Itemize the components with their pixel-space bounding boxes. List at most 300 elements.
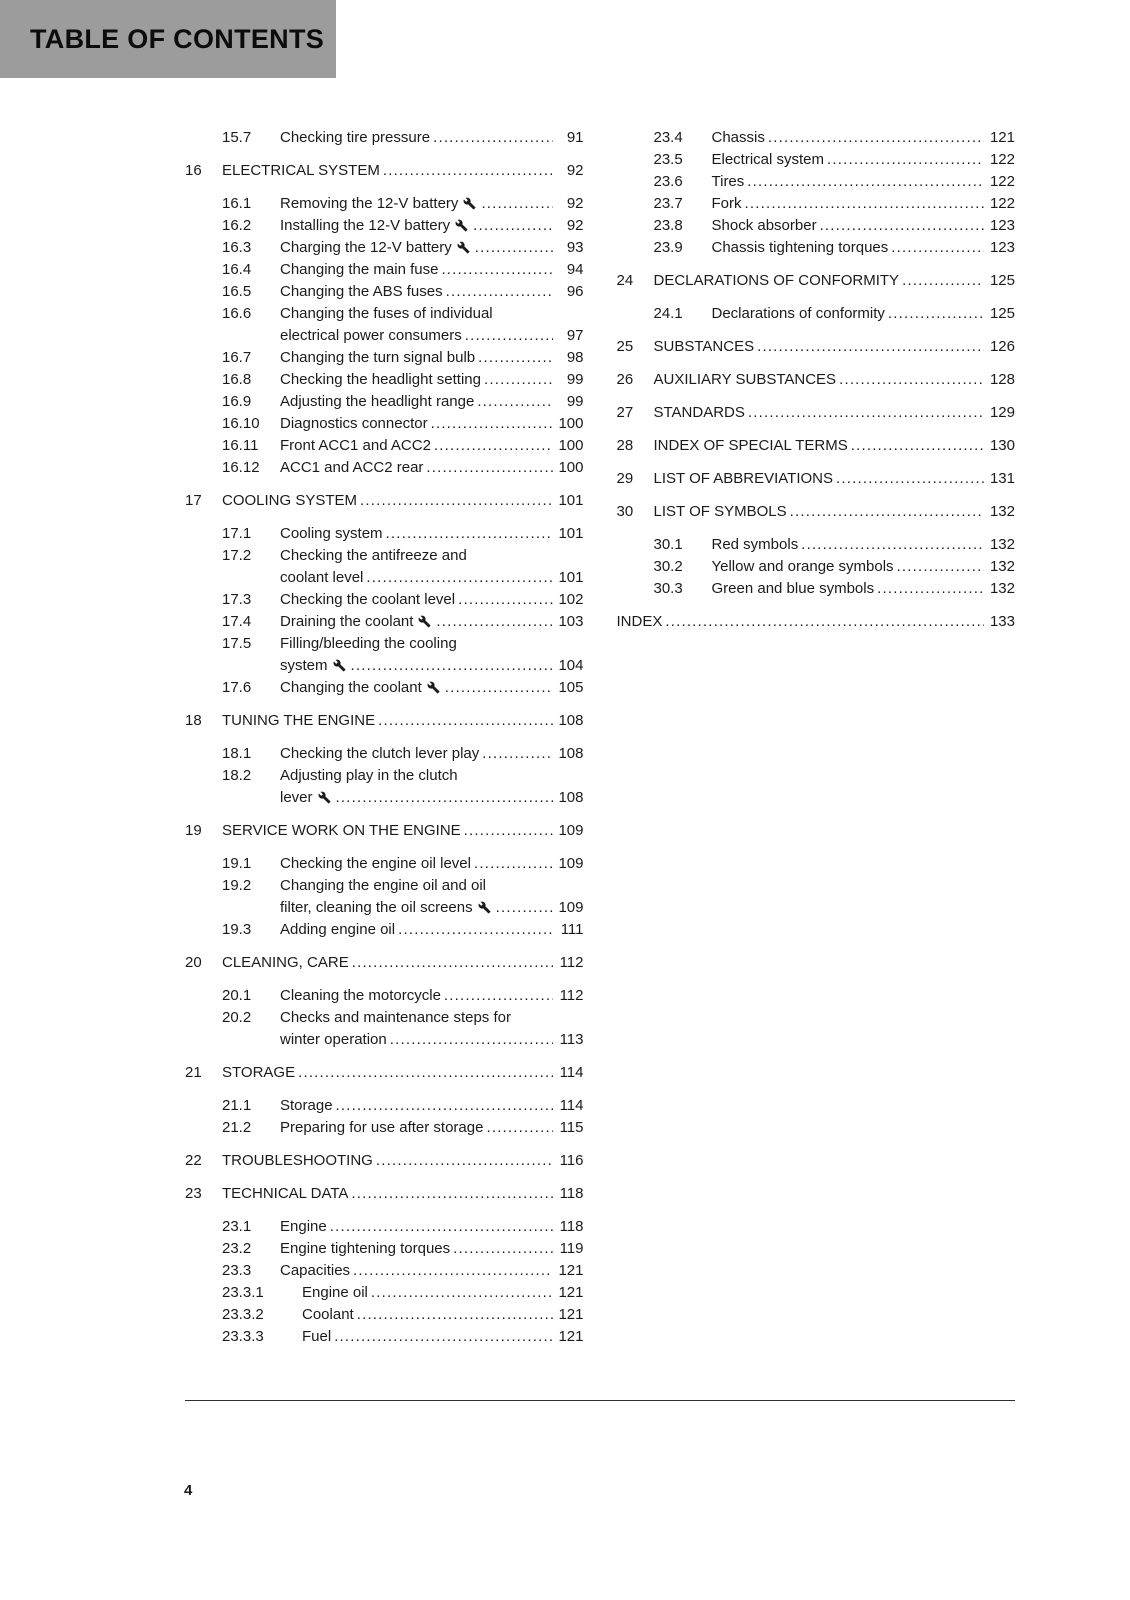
dot-leader <box>336 1095 553 1117</box>
toc-entry <box>185 875 584 919</box>
entry-page-number: 103 <box>558 613 584 630</box>
toc-entry <box>185 303 584 347</box>
page-title: TABLE OF CONTENTS <box>30 23 325 54</box>
entry-title: Green and blue symbols <box>711 580 875 597</box>
dot-leader <box>398 919 552 941</box>
wrench-icon <box>318 791 331 804</box>
entry-number: 19 <box>185 822 202 839</box>
dot-leader <box>665 611 984 633</box>
dot-leader <box>839 369 984 391</box>
entry-title: STANDARDS <box>653 404 745 421</box>
entry-page-number: 109 <box>558 899 584 916</box>
entry-page-number: 109 <box>558 822 584 839</box>
entry-page-number: 102 <box>558 591 584 608</box>
entry-number: 20.2 <box>222 1009 252 1026</box>
entry-number: 16.10 <box>222 415 260 432</box>
dot-leader <box>351 655 553 677</box>
dot-leader <box>434 435 553 457</box>
entry-page-number: 132 <box>989 536 1015 553</box>
toc-entry <box>617 149 1016 171</box>
entry-page-number: 132 <box>989 580 1015 597</box>
entry-title: Declarations of conformity <box>711 305 885 322</box>
entry-page-number: 122 <box>989 151 1015 168</box>
toc-entry <box>185 1216 584 1238</box>
entry-number: 30 <box>616 503 634 520</box>
entry-number: 17 <box>185 492 202 509</box>
toc-entry <box>185 193 584 215</box>
toc-entry <box>185 985 584 1007</box>
entry-number: 16.9 <box>222 393 252 410</box>
page-header <box>0 0 336 78</box>
dot-leader <box>768 127 984 149</box>
entry-page-number: 131 <box>989 470 1015 487</box>
entry-number: 16.12 <box>222 459 260 476</box>
table-of-contents <box>185 127 1015 1348</box>
dot-leader <box>836 468 984 490</box>
dot-leader <box>757 336 984 358</box>
entry-number: 17.3 <box>222 591 252 608</box>
entry-page-number: 105 <box>558 679 584 696</box>
entry-number: 17.1 <box>222 525 252 542</box>
entry-page-number: 96 <box>566 283 584 300</box>
dot-leader <box>446 281 553 303</box>
toc-entry <box>617 193 1016 215</box>
dot-leader <box>484 369 553 391</box>
entry-title: Checking the coolant level <box>280 591 456 608</box>
toc-entry <box>617 171 1016 193</box>
entry-page-number: 116 <box>559 1152 584 1169</box>
entry-page-number: 125 <box>989 272 1015 289</box>
entry-number: 17.5 <box>222 635 252 652</box>
toc-entry <box>617 534 1016 556</box>
entry-number: 16.8 <box>222 371 252 388</box>
dot-leader <box>748 402 984 424</box>
toc-entry <box>185 127 584 149</box>
entry-title: Coolant <box>302 1306 354 1323</box>
entry-title: Checks and maintenance steps for <box>280 1009 511 1026</box>
wrench-icon <box>427 681 440 694</box>
wrench-icon <box>418 615 431 628</box>
dot-leader <box>827 149 984 171</box>
entry-number: 27 <box>616 404 634 421</box>
entry-title: Capacities <box>280 1262 351 1279</box>
entry-number: 22 <box>185 1152 202 1169</box>
entry-number: 20.1 <box>222 987 252 1004</box>
toc-entry <box>185 347 584 369</box>
toc-entry <box>185 523 584 545</box>
dot-leader <box>465 325 553 347</box>
dot-leader <box>482 743 552 765</box>
dot-leader <box>336 787 553 809</box>
entry-number: 30.3 <box>653 580 683 597</box>
entry-number: 16.3 <box>222 239 252 256</box>
entry-page-number: 126 <box>989 338 1015 355</box>
entry-page-number: 115 <box>559 1119 584 1136</box>
entry-title: TUNING THE ENGINE <box>222 712 376 729</box>
toc-entry <box>185 215 584 237</box>
entry-title: Preparing for use after storage <box>280 1119 484 1136</box>
entry-number: 30.1 <box>653 536 683 553</box>
entry-title: Changing the turn signal bulb <box>280 349 476 366</box>
entry-number: 16.5 <box>222 283 252 300</box>
toc-entry <box>185 1183 584 1205</box>
entry-page-number: 109 <box>558 855 584 872</box>
toc-entry <box>185 1326 584 1348</box>
entry-title: Cleaning the motorcycle <box>280 987 441 1004</box>
entry-number: 19.1 <box>222 855 252 872</box>
toc-entry <box>185 1282 584 1304</box>
entry-page-number: 99 <box>566 371 584 388</box>
entry-number: 19.3 <box>222 921 252 938</box>
entry-page-number: 100 <box>558 415 584 432</box>
entry-page-number: 100 <box>558 459 584 476</box>
entry-title: Diagnostics connector <box>280 415 428 432</box>
entry-page-number: 113 <box>559 1031 584 1048</box>
entry-number: 23.2 <box>222 1240 252 1257</box>
page-number: 4 <box>184 1482 193 1499</box>
entry-page-number: 130 <box>989 437 1015 454</box>
toc-entry <box>185 1304 584 1326</box>
entry-title: Engine oil <box>302 1284 368 1301</box>
entry-page-number: 92 <box>566 162 584 179</box>
toc-entry <box>185 853 584 875</box>
dot-leader <box>478 347 552 369</box>
toc-entry <box>185 611 584 633</box>
entry-title: Changing the engine oil and oil <box>280 877 486 894</box>
entry-title: Shock absorber <box>711 217 817 234</box>
entry-title: INDEX <box>616 613 663 630</box>
toc-entry <box>617 336 1016 358</box>
wrench-icon <box>463 197 476 210</box>
entry-number: 23.8 <box>653 217 683 234</box>
entry-title: Draining the coolant <box>280 613 414 630</box>
entry-number: 16.2 <box>222 217 252 234</box>
entry-page-number: 118 <box>559 1218 584 1235</box>
entry-title: Filling/bleeding the cooling <box>280 635 457 652</box>
entry-page-number: 133 <box>989 613 1015 630</box>
entry-page-number: 122 <box>989 195 1015 212</box>
dot-leader <box>426 457 552 479</box>
entry-number: 23.7 <box>653 195 683 212</box>
dot-leader <box>453 1238 552 1260</box>
entry-title: Removing the 12-V battery <box>280 195 459 212</box>
entry-title: Adjusting play in the clutch <box>280 767 458 784</box>
entry-title: Storage <box>280 1097 333 1114</box>
entry-number: 15.7 <box>222 129 252 146</box>
dot-leader <box>801 534 984 556</box>
entry-number: 29 <box>616 470 634 487</box>
entry-number: 17.2 <box>222 547 252 564</box>
entry-page-number: 121 <box>558 1284 584 1301</box>
entry-page-number: 111 <box>560 921 584 938</box>
dot-leader <box>378 710 552 732</box>
entry-page-number: 98 <box>566 349 584 366</box>
dot-leader <box>496 897 553 919</box>
entry-number: 21 <box>185 1064 202 1081</box>
toc-entry <box>185 1260 584 1282</box>
entry-number: 16.7 <box>222 349 252 366</box>
dot-leader <box>433 127 552 149</box>
toc-entry <box>185 1007 584 1051</box>
entry-page-number: 118 <box>559 1185 584 1202</box>
toc-entry <box>617 369 1016 391</box>
toc-entry <box>185 1095 584 1117</box>
entry-title: lever <box>280 789 313 806</box>
entry-title: electrical power consumers <box>280 327 462 344</box>
dot-leader <box>334 1326 552 1348</box>
entry-page-number: 112 <box>559 954 584 971</box>
dot-leader <box>371 1282 553 1304</box>
entry-title: COOLING SYSTEM <box>222 492 358 509</box>
entry-number: 16 <box>185 162 202 179</box>
entry-number: 23.3.2 <box>222 1306 264 1323</box>
entry-title: STORAGE <box>222 1064 296 1081</box>
entry-page-number: 121 <box>558 1328 584 1345</box>
entry-number: 23.5 <box>653 151 683 168</box>
dot-leader <box>745 193 985 215</box>
entry-page-number: 108 <box>558 712 584 729</box>
dot-leader <box>298 1062 552 1084</box>
entry-title: SERVICE WORK ON THE ENGINE <box>222 822 461 839</box>
dot-leader <box>474 853 553 875</box>
dot-leader <box>851 435 984 457</box>
toc-entry <box>185 160 584 182</box>
toc-entry <box>617 127 1016 149</box>
wrench-icon <box>333 659 346 672</box>
dot-leader <box>820 215 984 237</box>
entry-number: 19.2 <box>222 877 252 894</box>
dot-leader <box>444 985 553 1007</box>
toc-entry <box>185 1150 584 1172</box>
entry-title: Fuel <box>302 1328 332 1345</box>
entry-number: 23.3 <box>222 1262 252 1279</box>
entry-number: 23.9 <box>653 239 683 256</box>
entry-number: 16.4 <box>222 261 252 278</box>
entry-number: 26 <box>616 371 634 388</box>
dot-leader <box>477 391 552 413</box>
toc-entry <box>185 919 584 941</box>
entry-title: Changing the ABS fuses <box>280 283 443 300</box>
toc-entry <box>185 259 584 281</box>
toc-entry <box>185 710 584 732</box>
dot-leader <box>351 1183 552 1205</box>
entry-page-number: 101 <box>558 525 584 542</box>
dot-leader <box>464 820 553 842</box>
entry-title: system <box>280 657 328 674</box>
entry-page-number: 132 <box>989 503 1015 520</box>
entry-number: 18.2 <box>222 767 252 784</box>
entry-title: Tires <box>711 173 745 190</box>
entry-page-number: 121 <box>558 1262 584 1279</box>
dot-leader <box>790 501 984 523</box>
toc-entry <box>617 303 1016 325</box>
entry-title: Checking tire pressure <box>280 129 431 146</box>
dot-leader <box>436 611 552 633</box>
entry-page-number: 123 <box>989 217 1015 234</box>
entry-number: 23.4 <box>653 129 683 146</box>
entry-number: 23.3.1 <box>222 1284 264 1301</box>
entry-title: Yellow and orange symbols <box>711 558 894 575</box>
dot-leader <box>431 413 553 435</box>
entry-page-number: 104 <box>558 657 584 674</box>
dot-leader <box>376 1150 553 1172</box>
entry-page-number: 121 <box>989 129 1015 146</box>
dot-leader <box>891 237 984 259</box>
dot-leader <box>390 1029 553 1051</box>
entry-number: 16.6 <box>222 305 252 322</box>
toc-entry <box>185 281 584 303</box>
entry-title: Adding engine oil <box>280 921 396 938</box>
toc-entry <box>185 545 584 589</box>
toc-entry <box>185 490 584 512</box>
entry-title: winter operation <box>280 1031 387 1048</box>
entry-page-number: 100 <box>558 437 584 454</box>
dot-leader <box>897 556 984 578</box>
dot-leader <box>366 567 552 589</box>
entry-page-number: 101 <box>558 569 584 586</box>
dot-leader <box>486 1117 552 1139</box>
toc-entry <box>617 501 1016 523</box>
dot-leader <box>386 523 553 545</box>
entry-page-number: 108 <box>558 789 584 806</box>
entry-title: ACC1 and ACC2 rear <box>280 459 424 476</box>
entry-page-number: 119 <box>559 1240 584 1257</box>
toc-column-left <box>185 127 584 1348</box>
entry-title: Chassis tightening torques <box>711 239 889 256</box>
toc-column-right <box>617 127 1016 1348</box>
entry-number: 23.1 <box>222 1218 252 1235</box>
entry-page-number: 92 <box>566 195 584 212</box>
entry-number: 23.3.3 <box>222 1328 264 1345</box>
dot-leader <box>441 259 552 281</box>
entry-page-number: 122 <box>989 173 1015 190</box>
entry-title: Cooling system <box>280 525 383 542</box>
toc-entry <box>617 611 1016 633</box>
toc-entry <box>617 237 1016 259</box>
toc-entry <box>185 413 584 435</box>
dot-leader <box>747 171 984 193</box>
entry-title: Engine <box>280 1218 327 1235</box>
entry-number: 24.1 <box>653 305 683 322</box>
entry-title: AUXILIARY SUBSTANCES <box>653 371 837 388</box>
entry-title: TECHNICAL DATA <box>222 1185 349 1202</box>
toc-entry <box>185 435 584 457</box>
dot-leader <box>458 589 552 611</box>
entry-page-number: 112 <box>559 987 584 1004</box>
toc-entry <box>185 237 584 259</box>
toc-entry <box>185 677 584 699</box>
entry-title: Red symbols <box>711 536 799 553</box>
dot-leader <box>877 578 984 600</box>
entry-page-number: 91 <box>566 129 584 146</box>
dot-leader <box>383 160 553 182</box>
entry-page-number: 101 <box>558 492 584 509</box>
toc-entry <box>185 952 584 974</box>
dot-leader <box>475 237 553 259</box>
entry-page-number: 129 <box>989 404 1015 421</box>
entry-page-number: 128 <box>989 371 1015 388</box>
toc-entry <box>617 402 1016 424</box>
entry-number: 16.11 <box>222 437 259 454</box>
toc-entry <box>617 435 1016 457</box>
toc-entry <box>185 589 584 611</box>
toc-entry <box>617 556 1016 578</box>
entry-number: 23.6 <box>653 173 683 190</box>
entry-title: LIST OF ABBREVIATIONS <box>653 470 833 487</box>
toc-entry <box>185 1062 584 1084</box>
entry-page-number: 132 <box>989 558 1015 575</box>
entry-title: LIST OF SYMBOLS <box>653 503 787 520</box>
entry-number: 24 <box>616 272 634 289</box>
entry-number: 20 <box>185 954 202 971</box>
wrench-icon <box>455 219 468 232</box>
entry-title: TROUBLESHOOTING <box>222 1152 373 1169</box>
toc-entry <box>617 578 1016 600</box>
dot-leader <box>352 952 553 974</box>
toc-entry <box>185 765 584 809</box>
entry-title: Checking the clutch lever play <box>280 745 480 762</box>
dot-leader <box>902 270 984 292</box>
dot-leader <box>445 677 553 699</box>
entry-number: 28 <box>616 437 634 454</box>
entry-title: Installing the 12-V battery <box>280 217 451 234</box>
entry-title: ELECTRICAL SYSTEM <box>222 162 380 179</box>
entry-title: Changing the coolant <box>280 679 422 696</box>
entry-page-number: 125 <box>989 305 1015 322</box>
dot-leader <box>888 303 984 325</box>
entry-number: 16.1 <box>222 195 252 212</box>
dot-leader <box>360 490 552 512</box>
entry-title: Adjusting the headlight range <box>280 393 475 410</box>
entry-number: 30.2 <box>653 558 683 575</box>
entry-title: Front ACC1 and ACC2 <box>280 437 431 454</box>
entry-title: Checking the engine oil level <box>280 855 471 872</box>
entry-title: coolant level <box>280 569 364 586</box>
entry-number: 18.1 <box>222 745 252 762</box>
entry-number: 23 <box>185 1185 202 1202</box>
entry-title: INDEX OF SPECIAL TERMS <box>653 437 848 454</box>
toc-entry <box>185 743 584 765</box>
entry-title: Engine tightening torques <box>280 1240 451 1257</box>
entry-page-number: 93 <box>566 239 584 256</box>
entry-number: 18 <box>185 712 202 729</box>
dot-leader <box>481 193 552 215</box>
entry-title: Checking the antifreeze and <box>280 547 467 564</box>
toc-entry <box>617 468 1016 490</box>
toc-entry <box>185 369 584 391</box>
entry-page-number: 99 <box>566 393 584 410</box>
entry-page-number: 114 <box>559 1064 584 1081</box>
wrench-icon <box>457 241 470 254</box>
entry-title: Chassis <box>711 129 765 146</box>
entry-page-number: 97 <box>566 327 584 344</box>
entry-page-number: 123 <box>989 239 1015 256</box>
toc-entry <box>185 633 584 677</box>
dot-leader <box>357 1304 553 1326</box>
dot-leader <box>330 1216 553 1238</box>
entry-title: SUBSTANCES <box>653 338 755 355</box>
toc-entry <box>617 270 1016 292</box>
entry-title: Electrical system <box>711 151 825 168</box>
toc-entry <box>617 215 1016 237</box>
entry-title: Checking the headlight setting <box>280 371 481 388</box>
entry-number: 21.1 <box>222 1097 252 1114</box>
dot-leader <box>473 215 552 237</box>
footer-divider <box>185 1400 1015 1401</box>
entry-page-number: 121 <box>558 1306 584 1323</box>
entry-title: filter, cleaning the oil screens <box>280 899 473 916</box>
entry-number: 17.4 <box>222 613 252 630</box>
